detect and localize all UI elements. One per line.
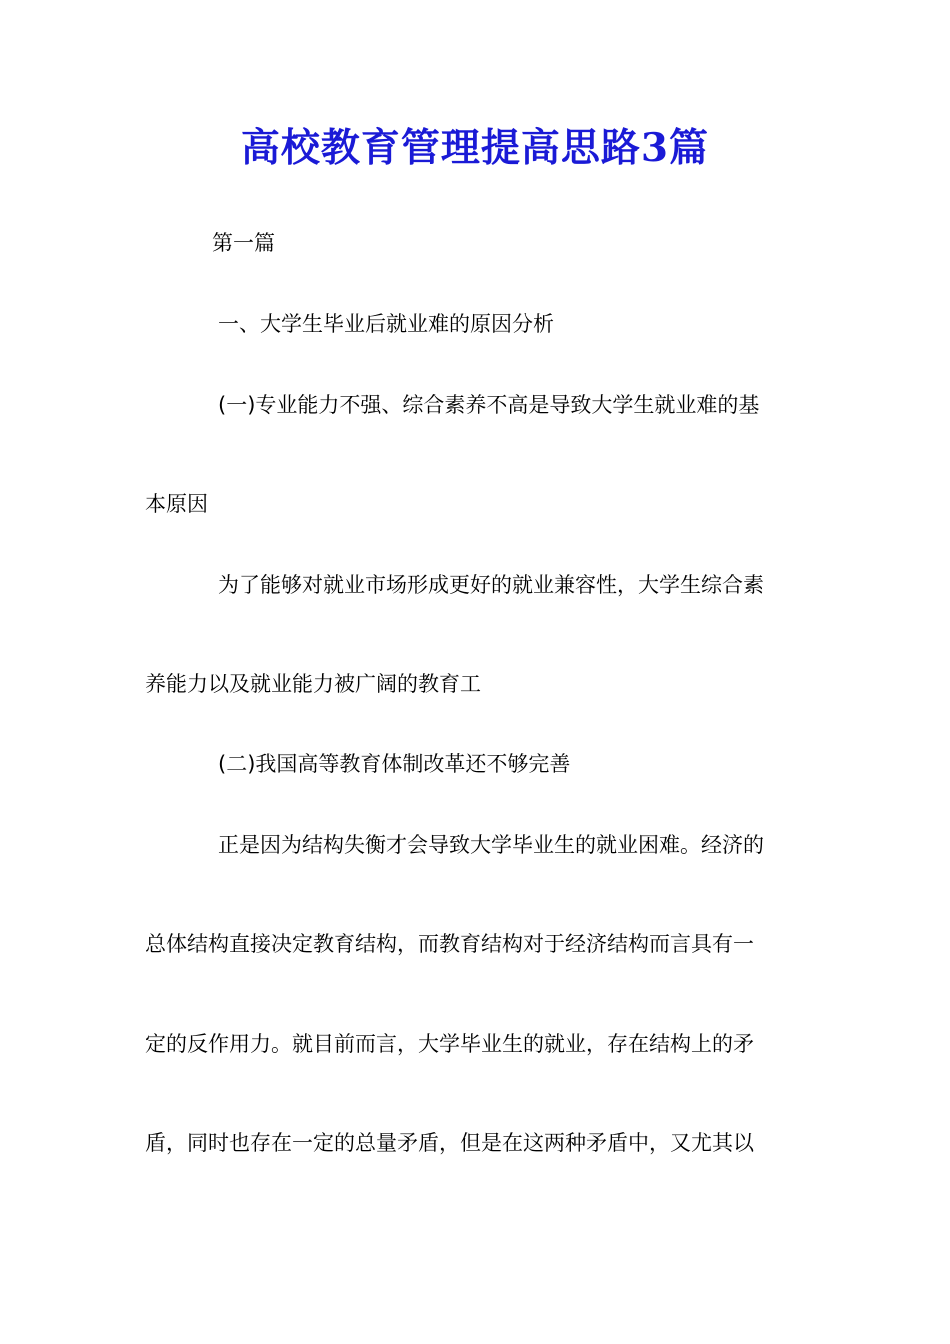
document-title: 高校教育管理提高思路3篇	[240, 125, 710, 171]
paragraph-1-line-1: 为了能够对就业市场形成更好的就业兼容性，大学生综合素	[218, 573, 764, 597]
paragraph-2-line-3: 定的反作用力。就目前而言，大学毕业生的就业，存在结构上的矛	[145, 1032, 754, 1056]
paragraph-2-line-4: 盾，同时也存在一定的总量矛盾，但是在这两种矛盾中，又尤其以	[145, 1131, 754, 1155]
heading-cause-analysis: 一、大学生毕业后就业难的原因分析	[218, 312, 554, 336]
subheading-one-line-2: 本原因	[145, 492, 208, 516]
subheading-one-line-1: (一)专业能力不强、综合素养不高是导致大学生就业难的基	[218, 393, 760, 417]
paragraph-2-line-2: 总体结构直接决定教育结构，而教育结构对于经济结构而言具有一	[145, 932, 754, 956]
subheading-two: (二)我国高等教育体制改革还不够完善	[218, 752, 571, 776]
section-heading-first: 第一篇	[212, 231, 275, 255]
paragraph-2-line-1: 正是因为结构失衡才会导致大学毕业生的就业困难。经济的	[218, 833, 764, 857]
paragraph-1-line-2: 养能力以及就业能力被广阔的教育工	[145, 672, 481, 696]
